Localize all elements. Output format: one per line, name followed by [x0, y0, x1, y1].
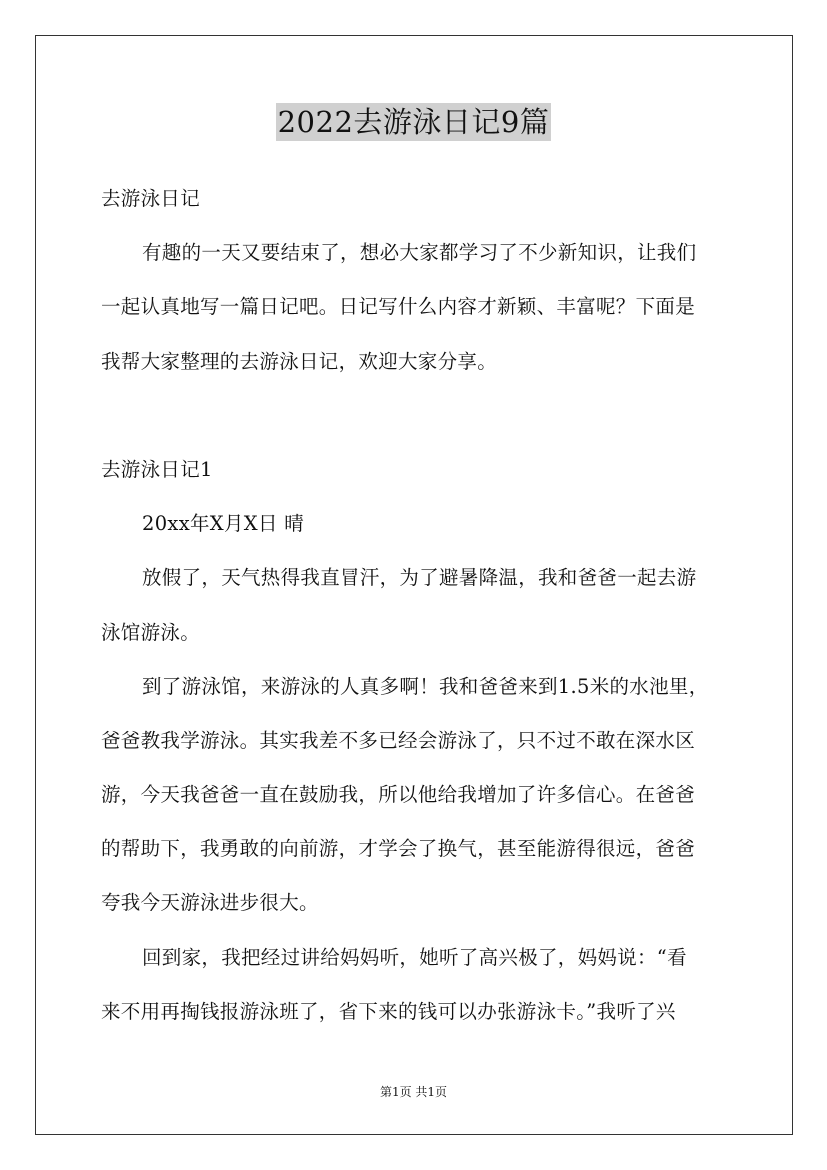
title-container: [0, 103, 827, 141]
paragraph-line: 爸爸教我学游泳。其实我差不多已经会游泳了，只不过不敢在深水区: [101, 728, 696, 752]
blank-line: [101, 389, 733, 443]
entry-date: 20xx年X月X日 晴: [142, 512, 305, 536]
paragraph-line: 来不用再掏钱报游泳班了，省下来的钱可以办张游泳卡。”我听了兴: [101, 999, 676, 1023]
intro-line: 有趣的一天又要结束了，想必大家都学习了不少新知识，让我们: [142, 241, 697, 265]
section-subheading: 去游泳日记: [101, 187, 201, 210]
paragraph-line: 游，今天我爸爸一直在鼓励我，所以他给我增加了许多信心。在爸爸: [101, 783, 696, 807]
intro-line: 我帮大家整理的去游泳日记，欢迎大家分享。: [101, 349, 498, 373]
intro-line: 一起认真地写一篇日记吧。日记写什么内容才新颖、丰富呢？下面是: [101, 295, 696, 319]
paragraph-line: 泳馆游泳。: [101, 620, 201, 644]
entry-heading: 去游泳日记1: [101, 457, 213, 481]
paragraph-line: 夸我今天游泳进步很大。: [101, 891, 319, 915]
paragraph-line: 回到家，我把经过讲给妈妈听，她听了高兴极了，妈妈说：“看: [142, 945, 687, 969]
paragraph-line: 放假了，天气热得我直冒汗，为了避暑降温，我和爸爸一起去游: [142, 566, 697, 590]
paragraph-line: 到了游泳馆，来游泳的人真多啊！我和爸爸来到1.5米的水池里，: [142, 674, 709, 698]
document-title: 2022去游泳日记9篇: [277, 105, 550, 139]
paragraph-line: 的帮助下，我勇敢的向前游，才学会了换气，甚至能游得很远，爸爸: [101, 837, 696, 861]
document-body: [101, 172, 733, 1039]
page-footer: 第1页 共1页: [379, 1085, 448, 1099]
